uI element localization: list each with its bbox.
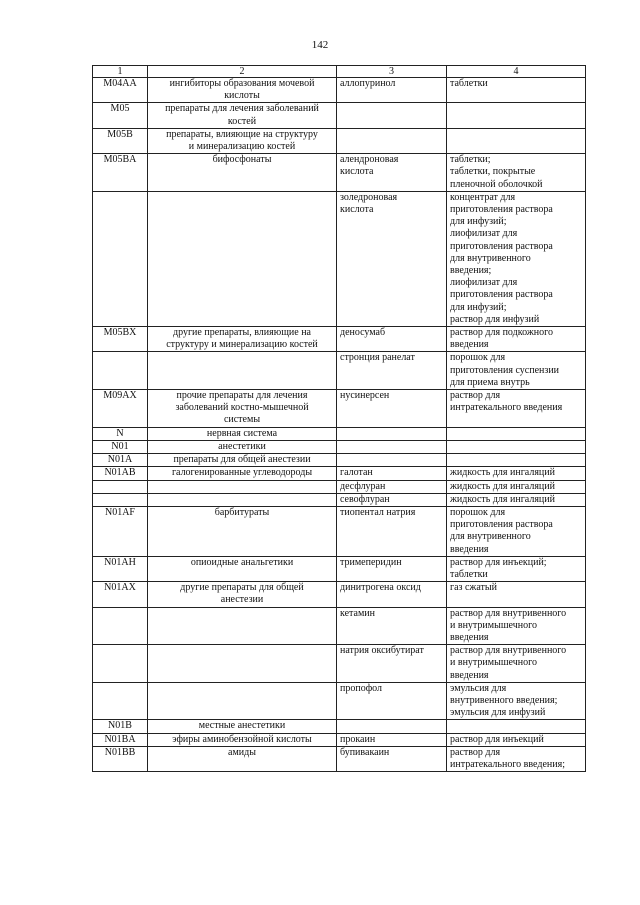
column-header: 3 (337, 66, 447, 78)
pharmacological-group-cell: нервная система (148, 427, 337, 440)
pharmacological-group-cell (148, 480, 337, 493)
dosage-form-cell: жидкость для ингаляций (447, 467, 586, 480)
atc-code-cell: M09AX (93, 390, 148, 428)
drug-name-cell: динитрогена оксид (337, 582, 447, 607)
table-row (93, 454, 586, 467)
pharmacological-group-cell: другие препараты, влияющие на структуру и минерализацию костей (148, 327, 337, 352)
drug-name-cell: деносумаб (337, 327, 447, 352)
pharmacological-group-cell: амиды (148, 746, 337, 771)
dosage-form-cell: таблетки; таблетки, покрытые пленочной оболочкой (447, 154, 586, 192)
table-row (93, 103, 586, 128)
dosage-form-cell (447, 128, 586, 153)
drug-name-cell: пропофол (337, 682, 447, 720)
drug-name-cell (337, 103, 447, 128)
drug-name-cell: золедроновая кислота (337, 191, 447, 326)
atc-code-cell (93, 191, 148, 326)
dosage-form-cell: порошок для приготовления раствора для внутривенного введения (447, 506, 586, 556)
pharmacological-group-cell: барбитураты (148, 506, 337, 556)
table-row (93, 154, 586, 192)
pharmacological-group-cell: прочие препараты для лечения заболеваний костно-мышечной системы (148, 390, 337, 428)
pharmacological-group-cell (148, 607, 337, 645)
atc-code-cell (93, 352, 148, 390)
pharmacological-group-cell: опиоидные анальгетики (148, 556, 337, 581)
atc-code-cell: N01BB (93, 746, 148, 771)
dosage-form-cell: жидкость для ингаляций (447, 480, 586, 493)
table-row (93, 733, 586, 746)
table-row (93, 191, 586, 326)
table-row (93, 493, 586, 506)
atc-code-cell: N01A (93, 454, 148, 467)
atc-code-cell: N01AF (93, 506, 148, 556)
table-row (93, 720, 586, 733)
page-number: 142 (311, 39, 329, 51)
dosage-form-cell: концентрат для приготовления раствора для инфузий; лиофилизат для приготовления раствора для внутривенного введения; лиофилизат для приготовления раствора для инфузий; раствор для инфузий (447, 191, 586, 326)
atc-code-cell: N01 (93, 440, 148, 453)
pharmacological-group-cell (148, 682, 337, 720)
atc-code-cell: M05BA (93, 154, 148, 192)
drug-name-cell (337, 720, 447, 733)
table-row (93, 440, 586, 453)
column-header: 1 (93, 66, 148, 78)
dosage-form-cell: раствор для инъекций (447, 733, 586, 746)
table-row (93, 352, 586, 390)
column-header: 4 (447, 66, 586, 78)
pharmacological-group-cell (148, 493, 337, 506)
column-number-row (93, 66, 586, 78)
table-row (93, 682, 586, 720)
drug-name-cell: натрия оксибутират (337, 645, 447, 683)
dosage-form-cell: раствор для интратекального введения; (447, 746, 586, 771)
drug-name-cell: севофлуран (337, 493, 447, 506)
pharmacological-group-cell: эфиры аминобензойной кислоты (148, 733, 337, 746)
drug-name-cell: прокаин (337, 733, 447, 746)
table-row (93, 327, 586, 352)
dosage-form-cell (447, 103, 586, 128)
drug-name-cell: тримеперидин (337, 556, 447, 581)
drug-name-cell: алендроновая кислота (337, 154, 447, 192)
table-row (93, 78, 586, 103)
pharmacological-group-cell: препараты для лечения заболеваний костей (148, 103, 337, 128)
dosage-form-cell: раствор для подкожного введения (447, 327, 586, 352)
drug-name-cell (337, 128, 447, 153)
pharmacological-group-cell (148, 352, 337, 390)
pharmacological-group-cell (148, 191, 337, 326)
pharmacological-group-cell (148, 645, 337, 683)
atc-code-cell (93, 493, 148, 506)
pharmacological-group-cell: бифосфонаты (148, 154, 337, 192)
atc-code-cell: N01BA (93, 733, 148, 746)
dosage-form-cell (447, 454, 586, 467)
table-row (93, 506, 586, 556)
dosage-form-cell: раствор для инъекций; таблетки (447, 556, 586, 581)
drug-name-cell: аллопуринол (337, 78, 447, 103)
atc-code-cell (93, 682, 148, 720)
pharmacological-group-cell: препараты, влияющие на структуру и минерализацию костей (148, 128, 337, 153)
drug-name-cell (337, 427, 447, 440)
column-header: 2 (148, 66, 337, 78)
atc-code-cell: N01AH (93, 556, 148, 581)
dosage-form-cell: раствор для внутривенного и внутримышечного введения (447, 645, 586, 683)
atc-code-cell: N01B (93, 720, 148, 733)
drug-name-cell (337, 440, 447, 453)
table-row (93, 746, 586, 771)
dosage-form-cell: раствор для интратекального введения (447, 390, 586, 428)
drug-name-cell: десфлуран (337, 480, 447, 493)
atc-code-cell: M04AA (93, 78, 148, 103)
drug-name-cell (337, 454, 447, 467)
dosage-form-cell: порошок для приготовления суспензии для приема внутрь (447, 352, 586, 390)
table-row (93, 390, 586, 428)
atc-code-cell: N01AX (93, 582, 148, 607)
pharmacological-group-cell: местные анестетики (148, 720, 337, 733)
drug-name-cell: бупивакаин (337, 746, 447, 771)
atc-code-cell (93, 480, 148, 493)
pharmacological-group-cell: препараты для общей анестезии (148, 454, 337, 467)
dosage-form-cell (447, 720, 586, 733)
table-row (93, 607, 586, 645)
table-row (93, 427, 586, 440)
atc-code-cell (93, 607, 148, 645)
table-row (93, 128, 586, 153)
drug-table (92, 65, 586, 772)
drug-name-cell: нусинерсен (337, 390, 447, 428)
dosage-form-cell: таблетки (447, 78, 586, 103)
atc-code-cell: M05BX (93, 327, 148, 352)
drug-name-cell: стронция ранелат (337, 352, 447, 390)
atc-code-cell: N01AB (93, 467, 148, 480)
drug-name-cell: галотан (337, 467, 447, 480)
atc-code-cell: M05 (93, 103, 148, 128)
dosage-form-cell (447, 440, 586, 453)
atc-code-cell (93, 645, 148, 683)
dosage-form-cell: эмульсия для внутривенного введения; эмульсия для инфузий (447, 682, 586, 720)
dosage-form-cell: газ сжатый (447, 582, 586, 607)
table-row (93, 582, 586, 607)
table-body (93, 78, 586, 772)
dosage-form-cell (447, 427, 586, 440)
drug-name-cell: тиопентал натрия (337, 506, 447, 556)
pharmacological-group-cell: ингибиторы образования мочевой кислоты (148, 78, 337, 103)
table-row (93, 645, 586, 683)
table-row (93, 480, 586, 493)
dosage-form-cell: раствор для внутривенного и внутримышечного введения (447, 607, 586, 645)
atc-code-cell: M05B (93, 128, 148, 153)
table-row (93, 556, 586, 581)
atc-code-cell: N (93, 427, 148, 440)
pharmacological-group-cell: анестетики (148, 440, 337, 453)
pharmacological-group-cell: другие препараты для общей анестезии (148, 582, 337, 607)
drug-name-cell: кетамин (337, 607, 447, 645)
dosage-form-cell: жидкость для ингаляций (447, 493, 586, 506)
pharmacological-group-cell: галогенированные углеводороды (148, 467, 337, 480)
table-row (93, 467, 586, 480)
